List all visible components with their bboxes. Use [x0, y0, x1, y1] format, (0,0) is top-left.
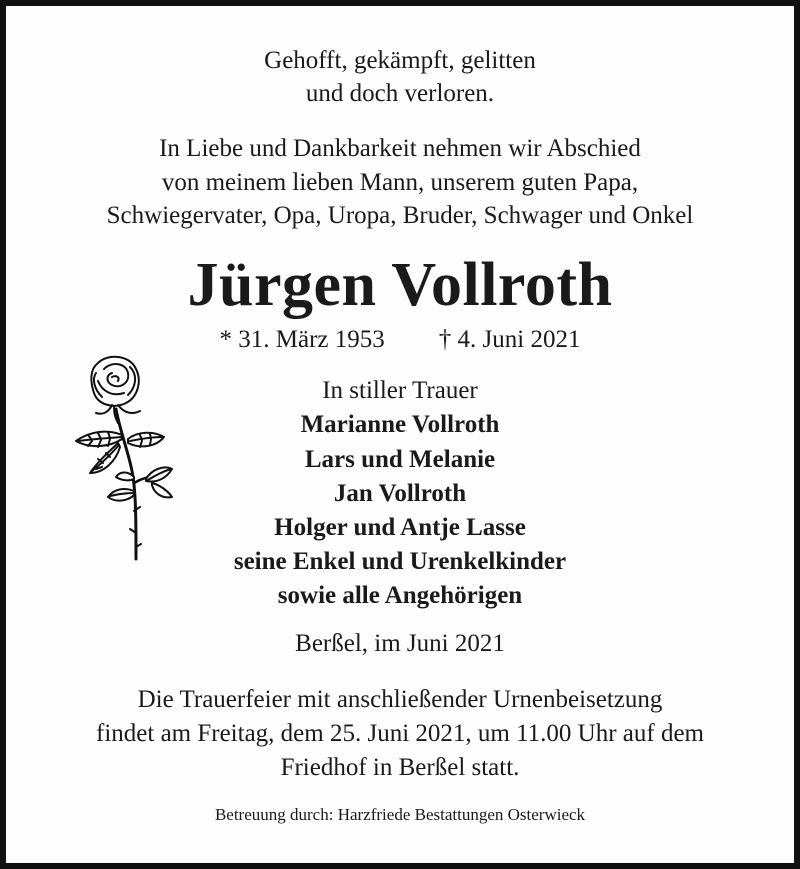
- opening-line-1: Gehofft, gekämpft, gelitten: [264, 47, 536, 74]
- mourner-5: seine Enkel und Urenkelkinder: [233, 548, 567, 575]
- intro-line-2: von meinem lieben Mann, unserem guten Papa,: [161, 169, 639, 196]
- funeral-info-line-1: Die Trauerfeier mit anschließender Urnenbeisetzung: [137, 686, 663, 713]
- mourner-6: sowie alle Angehörigen: [277, 582, 523, 609]
- mourner-2: Lars und Melanie: [304, 446, 496, 473]
- opening-line-2: und doch verloren.: [305, 80, 495, 107]
- mourner-4: Holger und Antje Lasse: [274, 514, 526, 541]
- funeral-info-line-2: findet am Freitag, dem 25. Juni 2021, um 11.00 Uhr auf dem: [96, 720, 704, 747]
- undertaker-note: Betreuung durch: Harzfriede Bestattungen Osterwieck: [214, 805, 586, 824]
- intro-line-3: Schwiegervater, Opa, Uropa, Bruder, Schwager und Onkel: [106, 202, 694, 229]
- funeral-info-line-3: Friedhof in Berßel statt.: [280, 754, 520, 781]
- mourner-1: Marianne Vollroth: [300, 411, 500, 438]
- intro-line-1: In Liebe und Dankbarkeit nehmen wir Abschied: [159, 135, 641, 162]
- place-date: Berßel, im Juni 2021: [295, 630, 505, 657]
- deceased-name: Jürgen Vollroth: [187, 251, 613, 319]
- mourners-intro: In stiller Trauer: [322, 377, 478, 404]
- mourner-3: Jan Vollroth: [333, 480, 467, 507]
- birth-date: * 31. März 1953: [219, 326, 385, 353]
- death-date: † 4. Juni 2021: [438, 326, 581, 353]
